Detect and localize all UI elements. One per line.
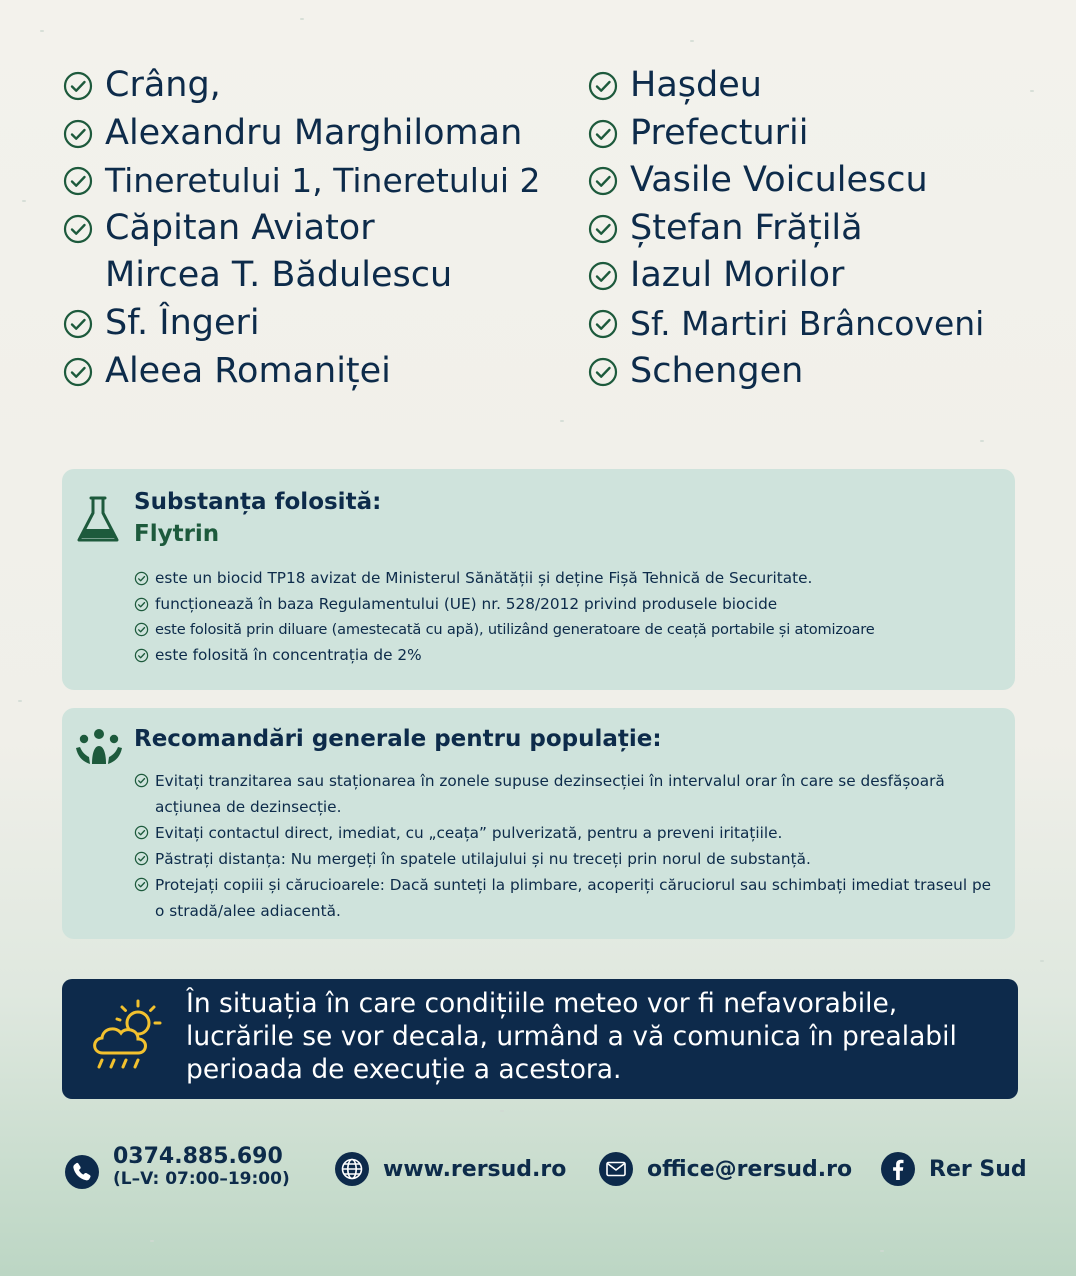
check-circle-icon <box>587 308 619 340</box>
sun-cloud-rain-icon <box>88 997 166 1077</box>
check-circle-icon <box>134 622 149 637</box>
check-circle-icon <box>587 213 619 245</box>
list-item <box>134 645 997 671</box>
check-circle-icon <box>134 851 149 866</box>
contact-phone[interactable] <box>64 1142 290 1190</box>
check-circle-icon <box>134 773 149 788</box>
list-item <box>134 768 997 820</box>
zone-name: Crâng, <box>105 65 221 105</box>
facebook-link[interactable]: Rer Sud <box>929 1156 1027 1182</box>
zone-name: Tineretului 1, Tineretului 2 <box>105 161 541 201</box>
check-circle-icon <box>62 213 94 245</box>
zone-name: Hașdeu <box>630 65 762 105</box>
check-circle-icon <box>62 356 94 388</box>
check-circle-icon <box>587 165 619 197</box>
check-circle-icon <box>134 571 149 586</box>
substance-card <box>62 469 1015 690</box>
zone-item <box>587 252 1057 300</box>
check-circle-icon <box>134 597 149 612</box>
zone-item <box>587 62 1057 110</box>
recommendations-title: Recomandări generale pentru populație: <box>134 726 662 752</box>
email-link[interactable]: office@rersud.ro <box>647 1156 853 1182</box>
zone-item <box>587 205 1057 253</box>
bullet-text: este un biocid TP18 avizat de Ministerul Sănătății și deține Fișă Tehnică de Securitate. <box>155 569 813 587</box>
check-circle-icon <box>587 260 619 292</box>
check-circle-icon <box>587 118 619 150</box>
bullet-text: este folosită prin diluare (amestecată cu apă), utilizând generatoare de ceață portabile și atomizoare <box>155 621 875 639</box>
phone-number: 0374.885.690 <box>113 1143 283 1169</box>
zones-right-column <box>587 62 1057 395</box>
bullet-text: este folosită în concentrația de 2% <box>155 646 422 665</box>
zone-name: Aleea Romaniței <box>105 350 391 391</box>
zone-item <box>62 348 562 396</box>
list-item <box>134 872 997 924</box>
recommendations-bullets <box>134 768 997 924</box>
check-circle-icon <box>134 877 149 892</box>
weather-notice-banner <box>62 979 1018 1099</box>
zone-item <box>587 300 1057 348</box>
phone-icon <box>64 1154 100 1190</box>
contact-email[interactable] <box>598 1151 852 1187</box>
check-circle-icon <box>62 70 94 102</box>
check-circle-icon <box>62 308 94 340</box>
zone-item <box>62 205 562 300</box>
substance-title: Substanța folosită: <box>134 489 382 515</box>
zone-name: Vasile Voiculescu <box>630 160 928 201</box>
list-item <box>134 846 997 872</box>
zone-name: Căpitan Aviator Mircea T. Bădulescu <box>105 207 453 296</box>
bullet-text: Evitați contactul direct, imediat, cu „ceața” pulverizată, pentru a preveni iritațiile. <box>155 824 783 842</box>
check-circle-icon <box>62 118 94 150</box>
check-circle-icon <box>134 648 149 663</box>
zone-name: Schengen <box>630 350 804 391</box>
zones-left-column <box>62 62 562 395</box>
check-circle-icon <box>587 70 619 102</box>
zone-item <box>587 157 1057 205</box>
weather-notice-text: În situația în care condițiile meteo vor fi nefavorabile, lucrările se vor decala, urmând a vă comunica în prealabil perioada de execuție a acestora. <box>186 988 957 1085</box>
zone-item <box>587 348 1057 396</box>
substance-bullets <box>134 568 997 671</box>
zone-item <box>62 110 562 158</box>
check-circle-icon <box>62 165 94 197</box>
zone-name: Ștefan Frățilă <box>630 207 863 248</box>
zone-item <box>587 110 1057 158</box>
list-item <box>134 820 997 846</box>
website-link[interactable]: www.rersud.ro <box>383 1156 567 1182</box>
zone-item <box>62 62 562 110</box>
people-icon <box>74 726 124 768</box>
contact-facebook[interactable] <box>880 1151 1027 1187</box>
phone-hours: (L–V: 07:00–19:00) <box>113 1168 290 1189</box>
zone-item <box>62 300 562 348</box>
facebook-icon <box>880 1151 916 1187</box>
envelope-icon <box>598 1151 634 1187</box>
flask-icon <box>74 495 122 545</box>
list-item <box>134 594 997 620</box>
zone-name: Alexandru Marghiloman <box>105 112 523 153</box>
list-item <box>134 619 997 645</box>
globe-icon <box>334 1151 370 1187</box>
zone-name: Sf. Îngeri <box>105 302 260 343</box>
recommendations-card <box>62 708 1015 939</box>
substance-name: Flytrin <box>134 521 220 547</box>
zone-name: Sf. Martiri Brâncoveni <box>630 303 985 343</box>
check-circle-icon <box>587 356 619 388</box>
check-circle-icon <box>134 825 149 840</box>
zone-item <box>62 157 562 205</box>
zone-name: Iazul Morilor <box>630 255 845 296</box>
contact-website[interactable] <box>334 1151 566 1187</box>
bullet-text: Păstrați distanța: Nu mergeți în spatele utilajului și nu treceți prin norul de substanță. <box>155 850 811 868</box>
bullet-text: Evitați tranzitarea sau staționarea în zonele supuse dezinsecției în intervalul orar în care se desfășoară acțiunea de dezinsecție. <box>155 772 945 816</box>
contact-footer <box>0 1140 1076 1200</box>
list-item <box>134 568 997 594</box>
bullet-text: Protejați copiii și cărucioarele: Dacă sunteți la plimbare, acoperiți căruciorul sau schimbați imediat traseul pe o stradă/alee adiacentă. <box>155 876 992 920</box>
bullet-text: funcționează în baza Regulamentului (UE) nr. 528/2012 privind produsele biocide <box>155 594 778 613</box>
zone-name: Prefecturii <box>630 112 809 153</box>
